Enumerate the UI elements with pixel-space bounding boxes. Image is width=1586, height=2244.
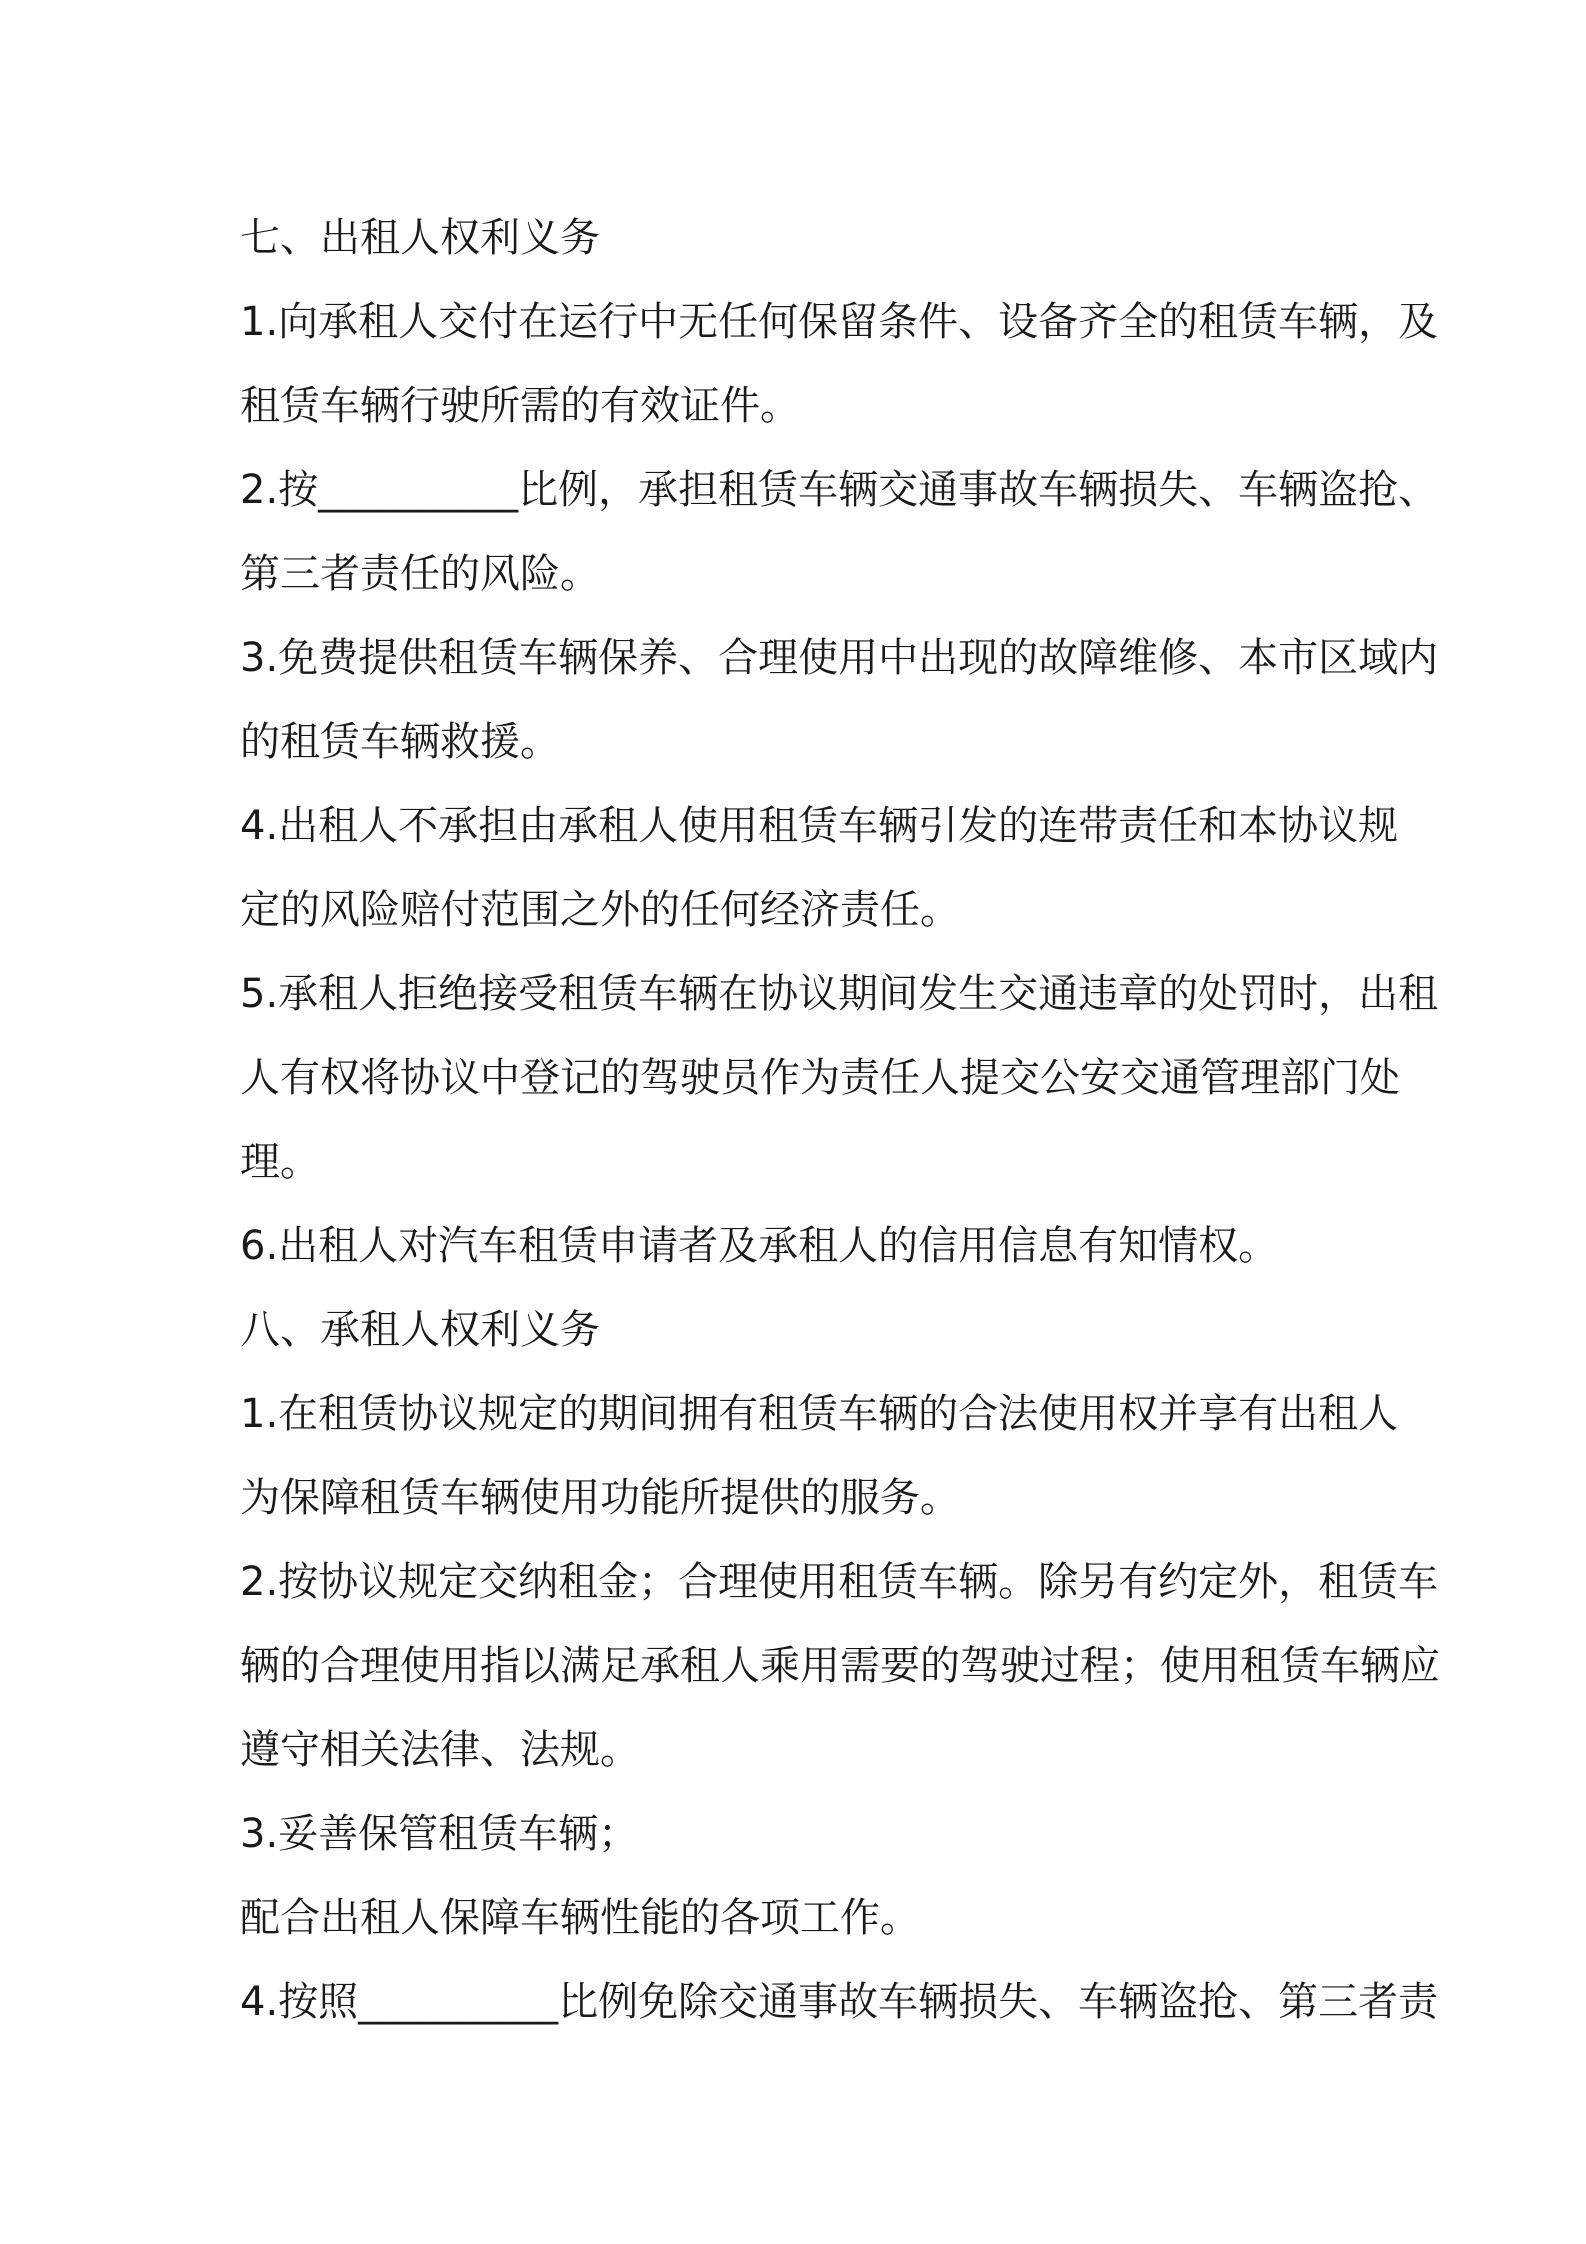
text-line: 5.承租人拒绝接受租赁车辆在协议期间发生交通违章的处罚时，出租 [240,971,1439,1017]
text-line: 第三者责任的风险。 [240,551,600,597]
text-line: 2.按__________比例，承担租赁车辆交通事故车辆损失、车辆盗抢、 [240,467,1439,513]
text-line: 为保障租赁车辆使用功能所提供的服务。 [240,1475,960,1521]
text-line: 定的风险赔付范围之外的任何经济责任。 [240,887,960,933]
text-line: 4.出租人不承担由承租人使用租赁车辆引发的连带责任和本协议规 [240,803,1399,849]
section-heading-8: 八、承租人权利义务 [240,1307,600,1353]
text-line: 人有权将协议中登记的驾驶员作为责任人提交公安交通管理部门处 [240,1055,1400,1101]
text-line: 6.出租人对汽车租赁申请者及承租人的信用信息有知情权。 [240,1223,1279,1269]
text-line: 租赁车辆行驶所需的有效证件。 [240,383,800,429]
text-line: 理。 [240,1139,320,1185]
text-line: 遵守相关法律、法规。 [240,1727,640,1773]
document-body [240,196,1440,2044]
text-line: 配合出租人保障车辆性能的各项工作。 [240,1895,920,1941]
text-line: 的租赁车辆救援。 [240,719,560,765]
text-line: 辆的合理使用指以满足承租人乘用需要的驾驶过程；使用租赁车辆应 [240,1643,1440,1689]
text-line: 4.按照__________比例免除交通事故车辆损失、车辆盗抢、第三者责 [240,1979,1439,2025]
text-line: 3.免费提供租赁车辆保养、合理使用中出现的故障维修、本市区域内 [240,635,1439,681]
text-line: 2.按协议规定交纳租金；合理使用租赁车辆。除另有约定外，租赁车 [240,1559,1439,1605]
text-line: 1.向承租人交付在运行中无任何保留条件、设备齐全的租赁车辆，及 [240,299,1439,345]
text-line: 3.妥善保管租赁车辆； [240,1811,639,1857]
section-heading-7: 七、出租人权利义务 [240,215,600,261]
text-line: 1.在租赁协议规定的期间拥有租赁车辆的合法使用权并享有出租人 [240,1391,1399,1437]
